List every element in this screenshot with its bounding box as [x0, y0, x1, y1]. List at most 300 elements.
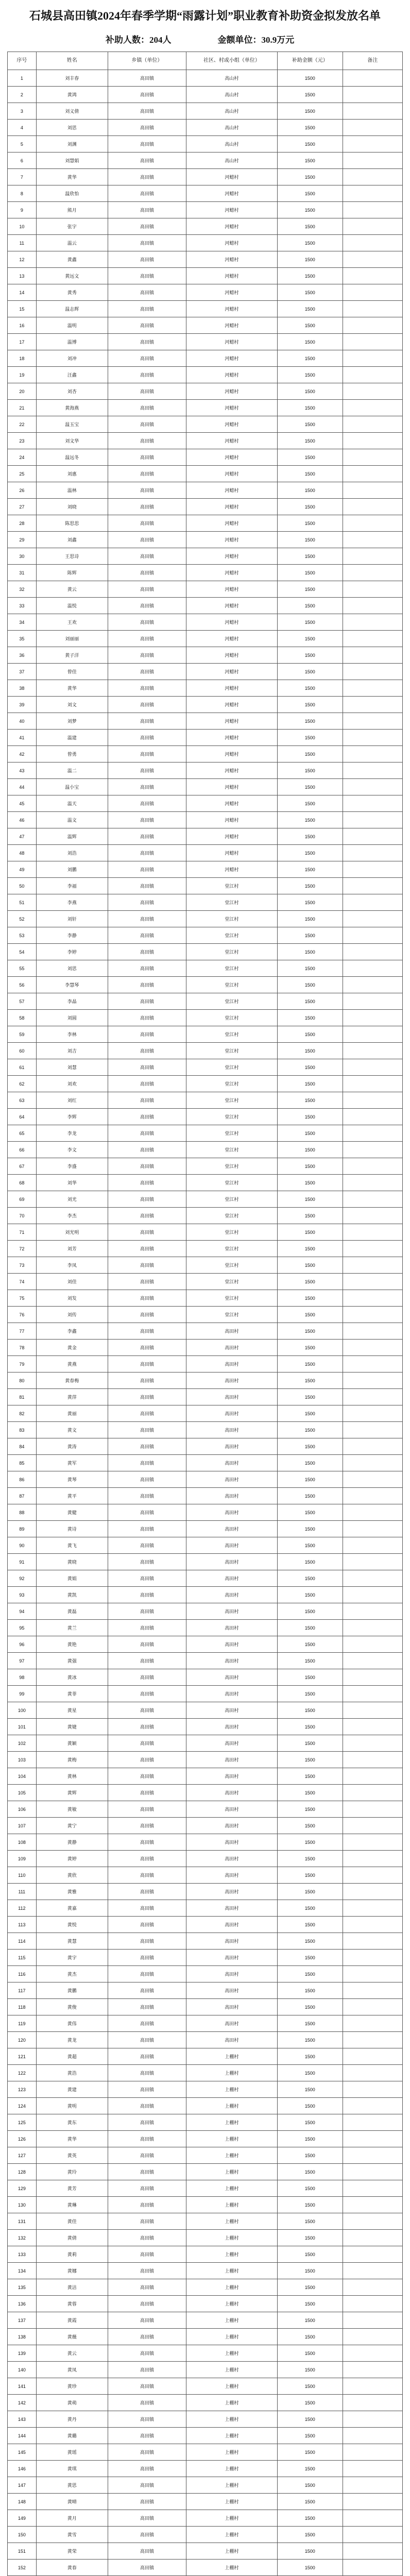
table-cell — [343, 152, 402, 169]
table-cell: 黄海燕 — [36, 400, 108, 416]
table-cell: 1500 — [277, 795, 343, 812]
table-cell: 堂江村 — [186, 1208, 277, 1224]
table-cell: 堂江村 — [186, 911, 277, 927]
table-cell — [343, 367, 402, 383]
table-cell: 堂江村 — [186, 1125, 277, 1142]
table-cell: 71 — [8, 1224, 37, 1241]
table-cell: 高田村 — [186, 1933, 277, 1950]
table-cell: 1500 — [277, 1620, 343, 1636]
table-cell — [343, 1504, 402, 1521]
table-cell: 河蜡村 — [186, 235, 277, 251]
table-cell — [343, 317, 402, 334]
table-cell: 高田村 — [186, 1587, 277, 1603]
table-cell: 黄东 — [36, 2114, 108, 2131]
table-cell: 1500 — [277, 1092, 343, 1109]
table-cell: 高田镇 — [108, 1455, 186, 1471]
table-cell: 刘思 — [36, 120, 108, 136]
table-cell: 1500 — [277, 2197, 343, 2213]
table-cell: 1500 — [277, 927, 343, 944]
table-cell — [343, 1636, 402, 1653]
table-row — [8, 1257, 403, 1274]
table-row — [8, 993, 403, 1010]
table-cell: 1500 — [277, 631, 343, 647]
table-cell: 堂江村 — [186, 1010, 277, 1026]
table-cell: 高田镇 — [108, 1438, 186, 1455]
table-cell: 黄强 — [36, 1653, 108, 1669]
table-row — [8, 1191, 403, 1208]
table-row — [8, 1241, 403, 1257]
table-cell: 14 — [8, 284, 37, 301]
table-row — [8, 120, 403, 136]
table-cell: 黄玲 — [36, 2164, 108, 2180]
table-cell: 高田镇 — [108, 515, 186, 532]
table-cell: 高田镇 — [108, 2246, 186, 2263]
table-cell: 高田镇 — [108, 1092, 186, 1109]
table-cell: 河蜡村 — [186, 795, 277, 812]
table-cell: 1500 — [277, 548, 343, 565]
table-cell: 高田镇 — [108, 87, 186, 103]
table-cell: 1500 — [277, 515, 343, 532]
table-cell — [343, 1950, 402, 1966]
table-cell: 82 — [8, 1405, 37, 1422]
table-cell: 河蜡村 — [186, 185, 277, 202]
table-cell: 高田镇 — [108, 1982, 186, 1999]
table-cell: 河蜡村 — [186, 762, 277, 779]
table-cell: 1500 — [277, 1752, 343, 1768]
table-cell: 1500 — [277, 2065, 343, 2081]
table-cell: 1500 — [277, 2560, 343, 2576]
table-cell — [343, 2494, 402, 2510]
table-cell: 高田镇 — [108, 927, 186, 944]
table-cell: 李慧琴 — [36, 977, 108, 993]
table-cell: 堂江村 — [186, 1142, 277, 1158]
table-cell — [343, 1323, 402, 1340]
table-cell: 高田镇 — [108, 2411, 186, 2428]
table-cell: 高田镇 — [108, 2230, 186, 2246]
table-cell: 1500 — [277, 1686, 343, 1702]
table-row — [8, 779, 403, 795]
table-cell: 高田镇 — [108, 1702, 186, 1719]
table-row — [8, 1158, 403, 1175]
table-cell — [343, 697, 402, 713]
table-row — [8, 581, 403, 598]
table-cell: 1500 — [277, 466, 343, 482]
table-cell: 6 — [8, 152, 37, 169]
table-cell: 1500 — [277, 2164, 343, 2180]
table-cell: 104 — [8, 1768, 37, 1785]
table-row — [8, 2147, 403, 2164]
table-cell: 黄月 — [36, 2510, 108, 2527]
table-cell: 高田镇 — [108, 1834, 186, 1851]
table-cell — [343, 1274, 402, 1290]
table-cell — [343, 1290, 402, 1307]
table-cell: 黄悦 — [36, 1917, 108, 1933]
table-cell: 高田镇 — [108, 894, 186, 911]
table-cell — [343, 680, 402, 697]
table-cell: 河蜡村 — [186, 449, 277, 466]
table-cell: 堂江村 — [186, 1241, 277, 1257]
table-cell: 高田镇 — [108, 812, 186, 828]
table-cell: 高田村 — [186, 1455, 277, 1471]
table-cell — [343, 894, 402, 911]
table-row — [8, 828, 403, 845]
table-cell: 高田镇 — [108, 284, 186, 301]
table-cell — [343, 2411, 402, 2428]
table-cell: 黄鑫 — [36, 251, 108, 268]
table-cell: 1500 — [277, 1158, 343, 1175]
table-cell — [343, 2081, 402, 2098]
table-row — [8, 2428, 403, 2444]
table-cell: 119 — [8, 2015, 37, 2032]
table-cell: 1500 — [277, 2395, 343, 2411]
table-cell: 115 — [8, 1950, 37, 1966]
table-cell — [343, 2180, 402, 2197]
table-cell: 1500 — [277, 2477, 343, 2494]
table-row — [8, 1274, 403, 1290]
table-cell: 李静 — [36, 927, 108, 944]
table-cell: 上棚村 — [186, 2395, 277, 2411]
table-cell — [343, 1834, 402, 1851]
table-cell: 42 — [8, 746, 37, 762]
table-cell: 高田镇 — [108, 762, 186, 779]
table-cell: 137 — [8, 2312, 37, 2329]
table-cell — [343, 136, 402, 152]
table-cell: 高田镇 — [108, 1504, 186, 1521]
table-cell: 黄丽 — [36, 1405, 108, 1422]
table-cell: 1500 — [277, 1142, 343, 1158]
table-cell: 高田镇 — [108, 960, 186, 977]
table-cell: 黄婷 — [36, 1851, 108, 1867]
table-cell — [343, 1356, 402, 1372]
table-cell: 8 — [8, 185, 37, 202]
table-row — [8, 1076, 403, 1092]
table-cell — [343, 499, 402, 515]
table-cell: 85 — [8, 1455, 37, 1471]
table-cell: 1500 — [277, 1422, 343, 1438]
table-cell: 1500 — [277, 993, 343, 1010]
table-cell: 1500 — [277, 2048, 343, 2065]
table-cell: 李福 — [36, 878, 108, 894]
table-cell: 123 — [8, 2081, 37, 2098]
table-cell: 72 — [8, 1241, 37, 1257]
table-cell: 黄华 — [36, 680, 108, 697]
table-cell: 高田镇 — [108, 1966, 186, 1982]
table-cell: 刘发 — [36, 1290, 108, 1307]
table-cell: 高田村 — [186, 1900, 277, 1917]
table-cell: 高田镇 — [108, 944, 186, 960]
table-cell: 78 — [8, 1340, 37, 1356]
table-cell: 110 — [8, 1867, 37, 1884]
table-cell: 1500 — [277, 1999, 343, 2015]
table-cell: 1500 — [277, 746, 343, 762]
table-cell: 130 — [8, 2197, 37, 2213]
table-row — [8, 1851, 403, 1867]
table-cell: 146 — [8, 2461, 37, 2477]
table-cell: 上棚村 — [186, 2362, 277, 2378]
table-cell — [343, 828, 402, 845]
table-cell: 97 — [8, 1653, 37, 1669]
table-cell: 142 — [8, 2395, 37, 2411]
header-cell: 姓名 — [36, 52, 108, 70]
table-cell: 高田镇 — [108, 2345, 186, 2362]
table-cell: 高田镇 — [108, 1372, 186, 1389]
table-cell: 高田镇 — [108, 697, 186, 713]
table-cell: 黄丹 — [36, 2411, 108, 2428]
table-cell: 24 — [8, 449, 37, 466]
table-cell: 高山村 — [186, 70, 277, 87]
table-cell: 黄慧 — [36, 1933, 108, 1950]
table-cell: 高田镇 — [108, 631, 186, 647]
table-row — [8, 1290, 403, 1307]
table-cell: 1500 — [277, 1191, 343, 1208]
table-cell — [343, 416, 402, 433]
table-cell: 高田镇 — [108, 1290, 186, 1307]
table-row — [8, 1785, 403, 1801]
table-row — [8, 2543, 403, 2560]
table-cell: 1500 — [277, 598, 343, 614]
table-row — [8, 268, 403, 284]
table-cell: 曾勇 — [36, 746, 108, 762]
table-cell: 1500 — [277, 1554, 343, 1570]
table-cell: 1500 — [277, 1208, 343, 1224]
table-row — [8, 1554, 403, 1570]
table-cell: 高田镇 — [108, 1768, 186, 1785]
table-cell: 1500 — [277, 1982, 343, 1999]
table-row — [8, 2197, 403, 2213]
table-cell: 黄宁 — [36, 1818, 108, 1834]
table-cell: 高田镇 — [108, 1587, 186, 1603]
table-row — [8, 1356, 403, 1372]
table-cell: 34 — [8, 614, 37, 631]
table-cell: 河蜡村 — [186, 548, 277, 565]
table-cell: 黄琴 — [36, 1471, 108, 1488]
table-row — [8, 1982, 403, 1999]
table-cell: 高田镇 — [108, 2065, 186, 2081]
table-row — [8, 894, 403, 911]
table-cell: 黄鹏 — [36, 1982, 108, 1999]
table-cell: 1500 — [277, 367, 343, 383]
table-cell: 河蜡村 — [186, 251, 277, 268]
table-cell: 28 — [8, 515, 37, 532]
table-cell: 1500 — [277, 1471, 343, 1488]
table-row — [8, 2246, 403, 2263]
table-cell: 1500 — [277, 960, 343, 977]
table-cell: 高田镇 — [108, 861, 186, 878]
table-row — [8, 2395, 403, 2411]
table-cell: 高田镇 — [108, 1142, 186, 1158]
summary-people: 补助人数：204人 — [106, 35, 172, 45]
table-cell: 1500 — [277, 1521, 343, 1537]
table-row — [8, 2362, 403, 2378]
table-cell: 上棚村 — [186, 2296, 277, 2312]
table-cell: 高田镇 — [108, 532, 186, 548]
table-cell: 上棚村 — [186, 2131, 277, 2147]
table-cell: 11 — [8, 235, 37, 251]
table-cell: 高田镇 — [108, 218, 186, 235]
table-cell: 王欢 — [36, 614, 108, 631]
table-cell: 曾佳 — [36, 664, 108, 680]
table-cell: 高田镇 — [108, 1059, 186, 1076]
table-cell: 堂江村 — [186, 1059, 277, 1076]
table-cell: 高田镇 — [108, 977, 186, 993]
table-cell: 74 — [8, 1274, 37, 1290]
table-cell: 堂江村 — [186, 1158, 277, 1175]
table-cell — [343, 1405, 402, 1422]
table-cell: 黄伟 — [36, 2015, 108, 2032]
table-cell: 河蜡村 — [186, 400, 277, 416]
table-cell: 1500 — [277, 664, 343, 680]
table-cell: 黄子洋 — [36, 647, 108, 664]
table-cell — [343, 1686, 402, 1702]
table-cell: 河蜡村 — [186, 647, 277, 664]
table-cell — [343, 1537, 402, 1554]
table-cell: 堂江村 — [186, 1224, 277, 1241]
table-cell: 黄超 — [36, 2048, 108, 2065]
table-cell — [343, 1191, 402, 1208]
table-cell: 堂江村 — [186, 1076, 277, 1092]
table-cell: 刘梦 — [36, 713, 108, 730]
table-cell — [343, 2197, 402, 2213]
table-cell: 河蜡村 — [186, 218, 277, 235]
table-cell: 高田镇 — [108, 1109, 186, 1125]
table-cell: 57 — [8, 993, 37, 1010]
table-cell: 高田镇 — [108, 730, 186, 746]
table-cell: 高田镇 — [108, 647, 186, 664]
table-cell: 李燕 — [36, 894, 108, 911]
table-cell — [343, 2015, 402, 2032]
table-cell: 13 — [8, 268, 37, 284]
table-cell — [343, 2279, 402, 2296]
table-cell: 高山村 — [186, 87, 277, 103]
table-cell — [343, 1867, 402, 1884]
table-cell — [343, 103, 402, 120]
table-row — [8, 2527, 403, 2543]
table-cell: 高田村 — [186, 1636, 277, 1653]
table-cell: 刘文华 — [36, 433, 108, 449]
table-cell: 1500 — [277, 713, 343, 730]
table-cell: 温建 — [36, 730, 108, 746]
table-cell: 河蜡村 — [186, 383, 277, 400]
table-row — [8, 1999, 403, 2015]
table-cell: 1500 — [277, 449, 343, 466]
table-cell: 1500 — [277, 730, 343, 746]
table-cell — [343, 565, 402, 581]
table-cell: 黄凤 — [36, 2362, 108, 2378]
table-row — [8, 2048, 403, 2065]
table-cell: 1500 — [277, 2428, 343, 2444]
table-cell: 112 — [8, 1900, 37, 1917]
table-cell: 高田镇 — [108, 1653, 186, 1669]
table-cell: 1500 — [277, 1735, 343, 1752]
table-cell: 1500 — [277, 647, 343, 664]
table-cell — [343, 1933, 402, 1950]
table-cell: 54 — [8, 944, 37, 960]
table-cell: 1500 — [277, 977, 343, 993]
table-cell: 高田村 — [186, 1818, 277, 1834]
table-cell: 1500 — [277, 2263, 343, 2279]
table-row — [8, 350, 403, 367]
table-row — [8, 317, 403, 334]
table-cell: 上棚村 — [186, 2197, 277, 2213]
table-cell: 高田镇 — [108, 1175, 186, 1191]
table-cell — [343, 1142, 402, 1158]
table-cell: 12 — [8, 251, 37, 268]
table-cell: 1500 — [277, 565, 343, 581]
table-cell — [343, 433, 402, 449]
table-cell: 38 — [8, 680, 37, 697]
table-row — [8, 416, 403, 433]
table-cell: 高田镇 — [108, 185, 186, 202]
table-cell: 1500 — [277, 680, 343, 697]
table-cell: 15 — [8, 301, 37, 317]
table-cell: 高田村 — [186, 1982, 277, 1999]
table-cell: 1500 — [277, 1851, 343, 1867]
table-cell: 黄春 — [36, 2560, 108, 2576]
table-cell: 59 — [8, 1026, 37, 1043]
table-cell: 高田镇 — [108, 1422, 186, 1438]
table-cell: 1500 — [277, 1917, 343, 1933]
table-cell: 32 — [8, 581, 37, 598]
table-cell: 李盛 — [36, 1158, 108, 1175]
header-cell: 备注 — [343, 52, 402, 70]
table-row — [8, 2098, 403, 2114]
table-cell: 1500 — [277, 1834, 343, 1851]
table-cell: 高田镇 — [108, 1719, 186, 1735]
table-cell: 高田镇 — [108, 2279, 186, 2296]
table-cell: 高田村 — [186, 1719, 277, 1735]
table-cell: 河蜡村 — [186, 779, 277, 795]
table-cell — [343, 1752, 402, 1768]
table-row — [8, 1603, 403, 1620]
table-cell — [343, 383, 402, 400]
table-row — [8, 1669, 403, 1686]
table-cell: 高田村 — [186, 1504, 277, 1521]
table-row — [8, 2461, 403, 2477]
table-cell: 上棚村 — [186, 2345, 277, 2362]
table-cell: 1500 — [277, 317, 343, 334]
table-cell: 98 — [8, 1669, 37, 1686]
table-cell: 高田镇 — [108, 2180, 186, 2197]
table-row — [8, 284, 403, 301]
table-cell: 83 — [8, 1422, 37, 1438]
table-cell: 高田镇 — [108, 828, 186, 845]
table-cell: 黄倩 — [36, 2230, 108, 2246]
table-cell: 139 — [8, 2345, 37, 2362]
table-cell: 河蜡村 — [186, 334, 277, 350]
table-cell: 87 — [8, 1488, 37, 1504]
table-cell: 河蜡村 — [186, 301, 277, 317]
table-cell: 68 — [8, 1175, 37, 1191]
table-cell: 河蜡村 — [186, 202, 277, 218]
table-cell: 刘慧 — [36, 1059, 108, 1076]
table-row — [8, 647, 403, 664]
table-cell: 81 — [8, 1389, 37, 1405]
table-cell: 132 — [8, 2230, 37, 2246]
table-cell: 高田村 — [186, 1471, 277, 1488]
table-cell — [343, 2246, 402, 2263]
table-cell: 103 — [8, 1752, 37, 1768]
table-cell — [343, 2032, 402, 2048]
table-cell: 黄蓉 — [36, 2296, 108, 2312]
table-cell: 1500 — [277, 499, 343, 515]
table-cell: 堂江村 — [186, 977, 277, 993]
table-body — [8, 70, 403, 2576]
table-cell: 高田镇 — [108, 1933, 186, 1950]
table-cell: 129 — [8, 2180, 37, 2197]
table-cell: 1500 — [277, 1125, 343, 1142]
table-cell: 上棚村 — [186, 2444, 277, 2461]
table-cell: 陈思思 — [36, 515, 108, 532]
